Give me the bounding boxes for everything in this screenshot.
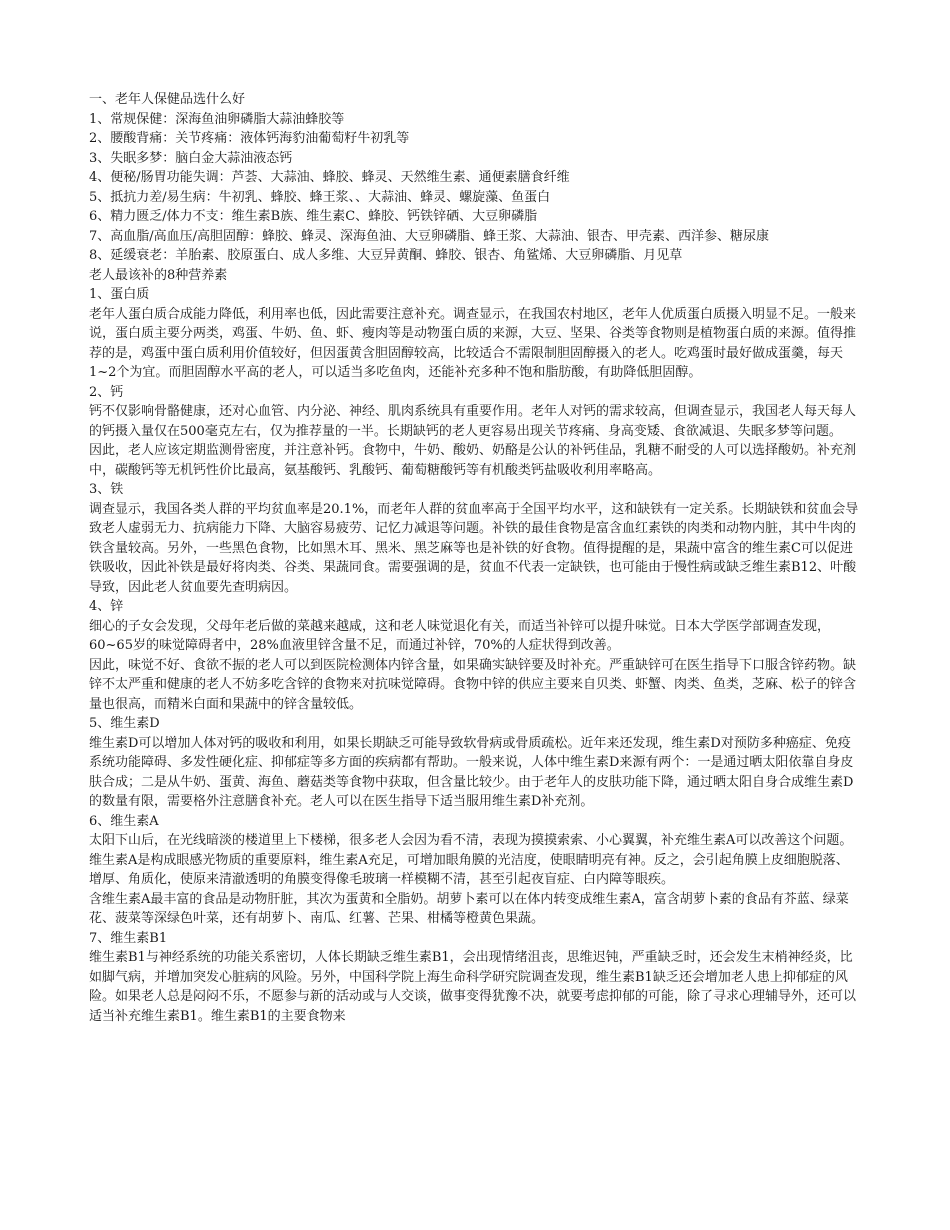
section-heading: 一、老年人保健品选什么好 (89, 92, 246, 107)
subsection-heading: 7、维生素B1 (89, 930, 168, 946)
paragraph: 因此，老人应该定期监测骨密度，并注意补钙。食物中，牛奶、酸奶、奶酪是公认的补钙佳品，乳糖不耐受的人可以选择酸奶。补充剂中，碳酸钙等无机钙性价比最高，氨基酸钙、乳酸钙、葡萄糖酸钙等有机酸类钙盐吸收利用率略高。 (89, 443, 857, 478)
subsection-heading: 2、钙 (89, 384, 124, 400)
subsection-heading: 6、维生素A (89, 813, 159, 829)
paragraph: 因此，味觉不好、食欲不振的老人可以到医院检测体内锌含量，如果确实缺锌要及时补充。严重缺锌可在医生指导下口服含锌药物。缺锌不太严重和健康的老人不妨多吃含锌的食物来对抗味觉障碍。食物中锌的供应主要来自贝类、虾蟹、肉类、鱼类，芝麻、松子的锌含量也很高，而精米白面和果蔬中的锌含量较低。 (89, 657, 857, 712)
paragraph: 太阳下山后，在光线暗淡的楼道里上下楼梯，很多老人会因为看不清，表现为摸摸索索、小心翼翼，补充维生素A可以改善这个问题。维生素A是构成眼感光物质的重要原料，维生素A充足，可增加眼角膜的光洁度，使眼睛明亮有神。反之，会引起角膜上皮细胞脱落、增厚、角质化，使原来清澈透明的角膜变得像毛玻璃一样模糊不清，甚至引起夜盲症、白内障等眼疾。 (89, 833, 853, 887)
subsection-heading: 5、维生素D (89, 716, 160, 731)
list-item: 6、精力匮乏/体力不支：维生素B族、维生素C、蜂胶、钙铁锌硒、大豆卵磷脂 (89, 209, 538, 224)
subsection-heading: 3、铁 (89, 482, 124, 497)
paragraph: 老年人蛋白质合成能力降低，利用率也低，因此需要注意补充。调查显示，在我国农村地区，老年人优质蛋白质摄入明显不足。一般来说，蛋白质主要分两类，鸡蛋、牛奶、鱼、虾、瘦肉等是动物蛋白质的来源，大豆、坚果、谷类等食物则是植物蛋白质的来源。值得推荐的是，鸡蛋中蛋白质利用价值较好，但因蛋黄含胆固醇较高，比较适合不需限制胆固醇摄入的老人。吃鸡蛋时最好做成蛋羹，每天1~2个为宜。而胆固醇水平高的老人，可以适当多吃鱼肉，还能补充多种不饱和脂肪酸，有助降低胆固醇。 (89, 306, 857, 380)
list-item: 3、失眠多梦：脑白金大蒜油液态钙 (89, 150, 293, 166)
list-item: 7、高血脂/高血压/高胆固醇：蜂胶、蜂灵、深海鱼油、大豆卵磷脂、蜂王浆、大蒜油、银杏、甲壳素、西洋参、糖尿康 (89, 228, 770, 244)
paragraph: 含维生素A最丰富的食品是动物肝脏，其次为蛋黄和全脂奶。胡萝卜素可以在体内转变成维生素A，富含胡萝卜素的食品有芥蓝、绿菜花、菠菜等深绿色叶菜，还有胡萝卜、南瓜、红薯、芒果、柑橘等橙黄色果蔬。 (89, 891, 849, 926)
subsection-heading: 4、锌 (89, 599, 124, 614)
paragraph: 钙不仅影响骨骼健康，还对心血管、内分泌、神经、肌肉系统具有重要作用。老年人对钙的需求较高，但调查显示，我国老人每天每人的钙摄入量仅在500毫克左右，仅为推荐量的一半。长期缺钙的老人更容易出现关节疼痛、身高变矮、食欲减退、失眠多梦等问题。 (89, 404, 857, 439)
paragraph: 细心的子女会发现，父母年老后做的菜越来越咸，这和老人味觉退化有关，而适当补锌可以提升味觉。日本大学医学部调查发现，60~65岁的味觉障碍者中，28%血液里锌含量不足，而通过补锌，70%的人症状得到改善。 (89, 618, 831, 653)
subsection-heading: 1、蛋白质 (89, 287, 150, 302)
paragraph: 调查显示，我国各类人群的平均贫血率是20.1%，而老年人群的贫血率高于全国平均水平，这和缺铁有一定关系。长期缺铁和贫血会导致老人虚弱无力、抗病能力下降、大脑容易疲劳、记忆力减退等问题。补铁的最佳食物是富含血红素铁的肉类和动物内脏，其中牛肉的铁含量较高。另外，一些黑色食物，比如黑木耳、黑米、黑芝麻等也是补铁的好食物。值得提醒的是，果蔬中富含的维生素C可以促进铁吸收，因此补铁是最好将肉类、谷类、果蔬同食。需要强调的是，贫血不代表一定缺铁，也可能由于慢性病或缺乏维生素B12、叶酸导致，因此老人贫血要先查明病因。 (89, 501, 859, 595)
list-item: 2、腰酸背痛：关节疼痛：液体钙海豹油葡萄籽牛初乳等 (89, 131, 410, 146)
paragraph: 维生素B1与神经系统的功能关系密切，人体长期缺乏维生素B1，会出现情绪沮丧，思维迟钝，严重缺乏时，还会发生末梢神经炎，比如脚气病，并增加突发心脏病的风险。另外，中国科学院上海生命科学研究院调查发现，维生素B1缺乏还会增加老人患上抑郁症的风险。如果老人总是闷闷不乐，不愿参与新的活动或与人交谈，做事变得犹豫不决，就要考虑抑郁的可能，除了寻求心理辅导外，还可以适当补充维生素B1。维生素B1的主要食物来 (89, 950, 857, 1024)
list-item: 1、常规保健：深海鱼油卵磷脂大蒜油蜂胶等 (89, 111, 345, 127)
paragraph: 维生素D可以增加人体对钙的吸收和利用，如果长期缺乏可能导致软骨病或骨质疏松。近年来还发现，维生素D对预防多种癌症、免疫系统功能障碍、多发性硬化症、抑郁症等多方面的疾病都有帮助。一般来说，人体中维生素D来源有两个：一是通过晒太阳依靠自身皮肤合成；二是从牛奶、蛋黄、海鱼、蘑菇类等食物中获取，但含量比较少。由于老年人的皮肤功能下降，通过晒太阳自身合成维生素D的数量有限，需要格外注意膳食补充。老人可以在医生指导下适当服用维生素D补充剂。 (89, 735, 854, 809)
list-item: 5、抵抗力差/易生病：牛初乳、蜂胶、蜂王浆、、大蒜油、蜂灵、螺旋藻、鱼蛋白 (89, 189, 551, 205)
list-item: 8、延缓衰老：羊胎素、胶原蛋白、成人多维、大豆异黄酮、蜂胶、银杏、角鲨烯、大豆卵磷脂、月见草 (89, 248, 683, 263)
list-item: 4、便秘/肠胃功能失调：芦荟、大蒜油、蜂胶、蜂灵、天然维生素、通便素膳食纤维 (89, 170, 570, 185)
section-heading: 老人最该补的8种营养素 (89, 267, 228, 283)
document-body (89, 90, 861, 1026)
